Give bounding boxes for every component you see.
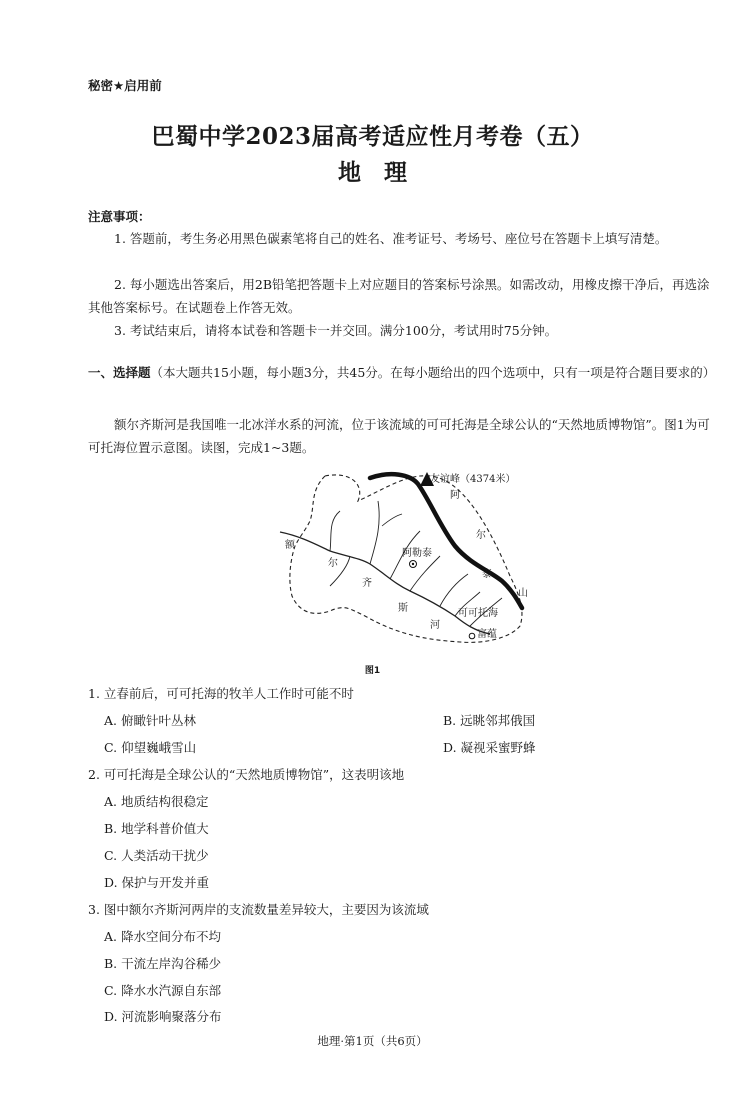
figure-caption: 图1	[364, 666, 381, 676]
q3-option-d: D. 河流影响聚落分布	[104, 1009, 222, 1024]
question-2-stem: 2. 可可托海是全球公认的“天然地质博物馆”，这表明该地	[88, 767, 405, 782]
q1-option-c: C. 仰望巍峨雪山	[104, 740, 197, 755]
section-heading	[88, 361, 722, 384]
river-char-2: 尔	[328, 558, 338, 569]
note-item-1: 1. 答题前，考生务必用黑色碳素笔将自己的姓名、准考证号、考场号、座位号在答题卡上填写清楚。	[114, 231, 668, 246]
location-map	[270, 466, 535, 654]
q3-option-c: C. 降水水汽源自东部	[104, 983, 222, 998]
q1-option-d: D. 凝视采蜜野蜂	[443, 740, 536, 755]
range-char-3: 泰	[482, 569, 492, 580]
tributary	[382, 514, 402, 526]
passage: 额尔齐斯河是我国唯一北冰洋水系的河流，位于该流域的可可托海是全球公认的“天然地质博物馆”。图1为可可托海位置示意图。读图，完成1~3题。	[88, 417, 710, 455]
city-label-altay: 阿勒泰	[402, 548, 432, 559]
range-char-2: 尔	[476, 530, 486, 541]
question-3-stem: 3. 图中额尔齐斯河两岸的支流数量差异较大，主要因为该流域	[88, 902, 429, 917]
q2-option-b: B. 地学科普价值大	[104, 821, 209, 836]
notes-title: 注意事项：	[88, 209, 151, 224]
peak-label: 友谊峰（4374米）	[430, 474, 516, 485]
river-char-5: 河	[430, 620, 440, 631]
q1-option-b: B. 远眺邻邦俄国	[443, 713, 536, 728]
city-marker-altay-dot	[412, 563, 414, 565]
altai-mountains-line	[370, 474, 522, 608]
river-char-1: 额	[285, 540, 295, 551]
tributary	[370, 501, 379, 564]
question-1-stem: 1. 立春前后，可可托海的牧羊人工作时可能不时	[88, 686, 354, 701]
q3-option-b: B. 干流左岸沟谷稀少	[104, 956, 222, 971]
tributary	[330, 511, 340, 551]
q3-option-a: A. 降水空间分布不均	[104, 929, 221, 944]
q2-option-a: A. 地质结构很稳定	[104, 794, 209, 809]
page-footer: 地理·第1页（共6页）	[317, 1034, 428, 1048]
river-char-4: 斯	[398, 603, 408, 614]
tributary	[440, 574, 468, 606]
note-item-3: 3. 考试结束后，请将本试卷和答题卡一并交回。满分100分，考试用时75分钟。	[114, 323, 558, 338]
river-char-3: 齐	[362, 578, 372, 589]
city-label-koktokay: 可可托海	[458, 608, 498, 619]
section-title: 一、选择题	[88, 365, 151, 380]
subject-title: 地 理	[338, 159, 407, 186]
city-label-fuyun: 富蕴	[477, 629, 497, 640]
q2-option-c: C. 人类活动干扰少	[104, 848, 209, 863]
exam-title: 巴蜀中学2023届高考适应性月考卷（五）	[151, 123, 594, 150]
range-char-1: 阿	[450, 490, 460, 501]
q2-option-d: D. 保护与开发并重	[104, 875, 210, 890]
q1-option-a: A. 俯瞰针叶丛林	[104, 713, 196, 728]
range-char-4: 山	[518, 588, 528, 599]
confidential-label: 秘密★启用前	[88, 78, 162, 93]
section-desc: （本大题共15小题，每小题3分，共45分。在每小题给出的四个选项中，只有一项是符合题目要求的）	[150, 365, 716, 380]
note-item-2: 2. 每小题选出答案后，用2B铅笔把答题卡上对应题目的答案标号涂黑。如需改动，用橡皮擦干净后，再选涂其他答案标号。在试题卷上作答无效。	[88, 277, 710, 315]
city-marker-fuyun	[469, 633, 475, 639]
